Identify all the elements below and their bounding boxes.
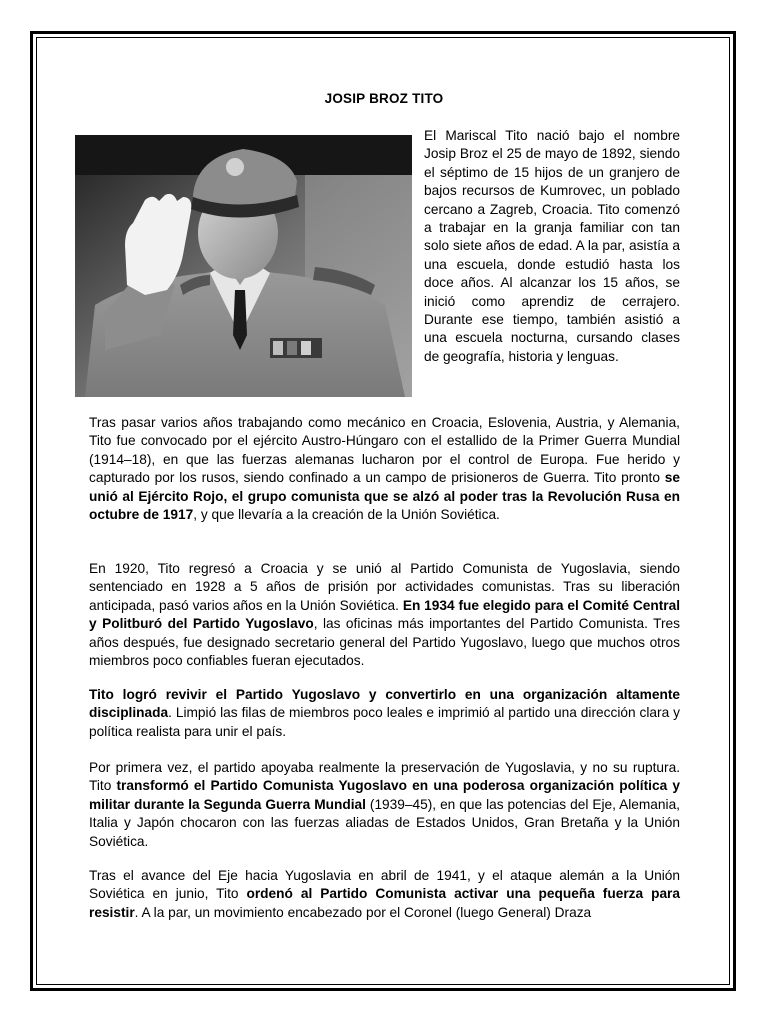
page-title: JOSIP BROZ TITO: [324, 91, 444, 106]
paragraph-3: Tito logró revivir el Partido Yugoslavo y convertirlo en una organización altamente disciplinada. Limpió las filas de miembros poco leales e imprimió al partido una dirección clara y política realista para unir el país.: [89, 687, 680, 739]
paragraph-5: Tras el avance del Eje hacia Yugoslavia en abril de 1941, y el ataque alemán a la Unión Soviética en junio, Tito ordenó al Partido Comunista activar una pequeña fuerza para resistir. A la par, un movimiento encabezado por el Coronel (luego General) Draza: [89, 868, 680, 920]
intro-paragraph: El Mariscal Tito nació bajo el nombre Josip Broz el 25 de mayo de 1892, siendo el séptimo de 15 hijos de un granjero de bajos recursos de Kumrovec, un poblado cercano a Zagreb, Croacia. Tito comenzó a trabajar en la granja familiar con tan solo siete años de edad. A la par, asistía a una escuela, donde estudió hasta los doce años. Al alcanzar los 15 años, se inició como aprendiz de cerrajero. Durante ese tiempo, también asistió a una escuela nocturna, cursando clases de geografía, historia y lenguas.: [424, 128, 680, 364]
paragraph-2: En 1920, Tito regresó a Croacia y se unió al Partido Comunista de Yugoslavia, siendo sentenciado en 1928 a 5 años de prisión por actividades comunistas. Tras su liberación anticipada, pasó varios años en la Unión Soviética. En 1934 fue elegido para el Comité Central y Politburó del Partido Yugoslavo, las oficinas más importantes del Partido Comunista. Tres años después, fue designado secretario general del Partido Yugoslavo, luego que muchos otros miembros poco confiables fueran ejecutados.: [89, 561, 680, 669]
portrait-photo: [75, 135, 412, 397]
paragraph-4: Por primera vez, el partido apoyaba realmente la preservación de Yugoslavia, y no su ruptura. Tito transformó el Partido Comunista Yugoslavo en una poderosa organización política y militar durante la Segunda Guerra Mundial (1939–45), en que las potencias del Eje, Alemania, Italia y Japón chocaron con las fuerzas aliadas de Estados Unidos, Gran Bretaña y la Unión Soviética.: [89, 760, 680, 849]
portrait-photo-icon: [75, 135, 412, 397]
paragraph-1: Tras pasar varios años trabajando como mecánico en Croacia, Eslovenia, Austria, y Alemania, Tito fue convocado por el ejército Austro-Húngaro con el estallido de la Primer Guerra Mundial (1914–18), en que las fuerzas alemanas lucharon por el control de Europa. Fue herido y capturado por los rusos, siendo confinado a un campo de prisioneros de Guerra. Tito pronto se unió al Ejército Rojo, el grupo comunista que se alzó al poder tras la Revolución Rusa en octubre de 1917, y que llevaría a la creación de la Unión Soviética.: [89, 415, 680, 523]
